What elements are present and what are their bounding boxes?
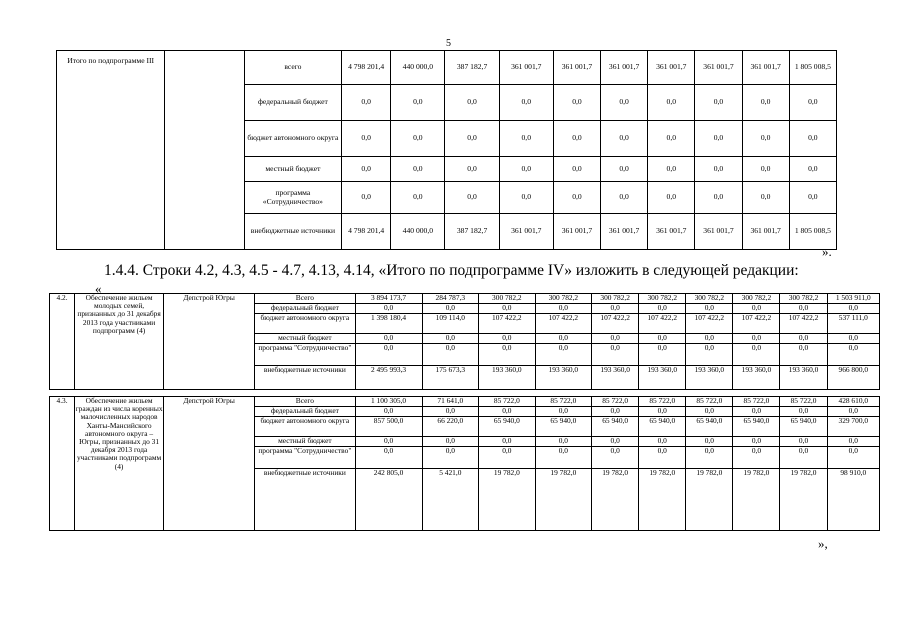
value-cell: 0,0	[639, 334, 686, 344]
value-cell: 85 722,0	[686, 397, 733, 407]
value-cell: 19 782,0	[686, 469, 733, 531]
value-cell: 0,0	[601, 85, 648, 121]
source-label: местный бюджет	[255, 334, 355, 344]
value-cell: 387 182,7	[445, 214, 499, 250]
value-cell: 440 000,0	[391, 51, 445, 85]
closing-quote: ».	[822, 244, 832, 259]
value-cell: 0,0	[479, 437, 536, 447]
value-cell: 361 001,7	[553, 214, 600, 250]
value-cell: 85 722,0	[479, 397, 536, 407]
value-cell: 0,0	[553, 157, 600, 182]
value-cell: 0,0	[780, 344, 827, 366]
value-cell: 0,0	[342, 85, 391, 121]
value-cell: 19 782,0	[639, 469, 686, 531]
value-cell: 0,0	[648, 182, 695, 214]
value-cell: 0,0	[342, 121, 391, 157]
value-cell: 0,0	[733, 437, 780, 447]
value-cell: 0,0	[422, 447, 479, 469]
value-cell: 0,0	[648, 121, 695, 157]
value-cell: 0,0	[695, 121, 742, 157]
value-cell: 0,0	[355, 344, 422, 366]
value-cell: 300 782,2	[686, 294, 733, 304]
value-cell: 361 001,7	[499, 51, 553, 85]
value-cell: 65 940,0	[780, 417, 827, 437]
row-4-3-table	[49, 396, 880, 531]
value-cell: 107 422,2	[686, 314, 733, 334]
value-cell: 0,0	[742, 182, 789, 214]
value-cell: 0,0	[499, 85, 553, 121]
value-cell: 0,0	[686, 447, 733, 469]
value-cell: 0,0	[499, 182, 553, 214]
value-cell: 0,0	[827, 334, 879, 344]
value-cell: 242 805,0	[355, 469, 422, 531]
source-label: бюджет автономного округа	[255, 417, 355, 437]
value-cell: 0,0	[445, 157, 499, 182]
value-cell: 0,0	[391, 85, 445, 121]
value-cell: 0,0	[479, 447, 536, 469]
value-cell: 85 722,0	[592, 397, 639, 407]
value-cell: 0,0	[391, 157, 445, 182]
value-cell: 0,0	[601, 121, 648, 157]
value-cell: 329 700,0	[827, 417, 879, 437]
value-cell: 440 000,0	[391, 214, 445, 250]
value-cell: 0,0	[780, 304, 827, 314]
value-cell: 0,0	[827, 447, 879, 469]
row-4-2-table	[49, 293, 880, 390]
value-cell: 5 421,0	[422, 469, 479, 531]
value-cell: 0,0	[355, 304, 422, 314]
value-cell: 1 805 008,5	[789, 51, 836, 85]
value-cell: 0,0	[535, 304, 592, 314]
value-cell: 107 422,2	[535, 314, 592, 334]
value-cell: 1 503 911,0	[827, 294, 879, 304]
value-cell: 0,0	[827, 344, 879, 366]
value-cell: 71 641,0	[422, 397, 479, 407]
value-cell: 361 001,7	[695, 214, 742, 250]
value-cell: 0,0	[355, 334, 422, 344]
value-cell: 0,0	[780, 334, 827, 344]
value-cell: 0,0	[827, 304, 879, 314]
value-cell: 193 360,0	[780, 366, 827, 390]
value-cell: 0,0	[601, 157, 648, 182]
value-cell: 0,0	[789, 157, 836, 182]
value-cell: 0,0	[686, 344, 733, 366]
value-cell: 3 894 173,7	[355, 294, 422, 304]
value-cell: 0,0	[535, 344, 592, 366]
page-number: 5	[446, 38, 451, 49]
value-cell: 109 114,0	[422, 314, 479, 334]
value-cell: 107 422,2	[780, 314, 827, 334]
value-cell: 0,0	[592, 334, 639, 344]
value-cell: 85 722,0	[733, 397, 780, 407]
value-cell: 361 001,7	[742, 51, 789, 85]
value-cell: 0,0	[742, 157, 789, 182]
value-cell: 0,0	[355, 447, 422, 469]
source-label: Всего	[255, 397, 355, 407]
value-cell: 65 940,0	[733, 417, 780, 437]
subprogram-3-total-table	[56, 50, 837, 250]
value-cell: 0,0	[535, 334, 592, 344]
source-label: программа "Сотрудничество"	[255, 344, 355, 366]
value-cell: 0,0	[342, 157, 391, 182]
value-cell: 0,0	[789, 85, 836, 121]
executor: Депстрой Югры	[164, 397, 255, 531]
value-cell: 0,0	[479, 334, 536, 344]
value-cell: 85 722,0	[780, 397, 827, 407]
value-cell: 361 001,7	[742, 214, 789, 250]
value-cell: 107 422,2	[733, 314, 780, 334]
opening-quote: «	[95, 281, 102, 296]
value-cell: 0,0	[592, 447, 639, 469]
value-cell: 85 722,0	[535, 397, 592, 407]
value-cell: 0,0	[592, 304, 639, 314]
value-cell: 193 360,0	[592, 366, 639, 390]
source-label: программа «Сотрудничество»	[244, 182, 341, 214]
value-cell: 361 001,7	[601, 51, 648, 85]
value-cell: 65 940,0	[535, 417, 592, 437]
value-cell: 0,0	[391, 182, 445, 214]
source-label: федеральный бюджет	[244, 85, 341, 121]
value-cell: 300 782,2	[733, 294, 780, 304]
source-label: местный бюджет	[244, 157, 341, 182]
executor-cell	[165, 51, 244, 250]
value-cell: 4 798 201,4	[342, 214, 391, 250]
section-heading: 1.4.4. Строки 4.2, 4.3, 4.5 - 4.7, 4.13, 4.14, «Итого по подпрограмме IV» изложить в следующей редакции:	[104, 262, 799, 279]
value-cell: 0,0	[445, 182, 499, 214]
value-cell: 0,0	[695, 85, 742, 121]
value-cell: 0,0	[733, 447, 780, 469]
value-cell: 300 782,2	[592, 294, 639, 304]
value-cell: 0,0	[733, 407, 780, 417]
value-cell: 19 782,0	[733, 469, 780, 531]
table-row	[50, 397, 880, 407]
value-cell: 19 782,0	[592, 469, 639, 531]
value-cell: 0,0	[648, 157, 695, 182]
value-cell: 1 100 305,0	[355, 397, 422, 407]
value-cell: 0,0	[391, 121, 445, 157]
measure-name: Обеспечение жильем граждан из числа коренных малочисленных народов Ханты-Мансийского автономного округа – Югры, признанных до 31 декабря 2013 года участниками подпрограмм (4)	[75, 397, 164, 531]
source-label: федеральный бюджет	[255, 407, 355, 417]
value-cell: 0,0	[355, 407, 422, 417]
value-cell: 0,0	[780, 447, 827, 469]
value-cell: 107 422,2	[479, 314, 536, 334]
value-cell: 361 001,7	[553, 51, 600, 85]
value-cell: 0,0	[639, 304, 686, 314]
value-cell: 361 001,7	[601, 214, 648, 250]
table-row	[57, 51, 837, 85]
value-cell: 0,0	[695, 182, 742, 214]
value-cell: 98 910,0	[827, 469, 879, 531]
value-cell: 0,0	[479, 407, 536, 417]
value-cell: 284 787,3	[422, 294, 479, 304]
value-cell: 0,0	[780, 407, 827, 417]
table-row	[50, 294, 880, 304]
value-cell: 966 800,0	[827, 366, 879, 390]
value-cell: 0,0	[695, 157, 742, 182]
value-cell: 0,0	[601, 182, 648, 214]
value-cell: 387 182,7	[445, 51, 499, 85]
value-cell: 0,0	[686, 437, 733, 447]
value-cell: 0,0	[553, 182, 600, 214]
value-cell: 537 111,0	[827, 314, 879, 334]
value-cell: 1 805 008,5	[789, 214, 836, 250]
source-label: программа "Сотрудничество"	[255, 447, 355, 469]
source-label: внебюджетные источники	[244, 214, 341, 250]
value-cell: 0,0	[592, 407, 639, 417]
value-cell: 0,0	[422, 407, 479, 417]
value-cell: 361 001,7	[499, 214, 553, 250]
value-cell: 300 782,2	[479, 294, 536, 304]
value-cell: 0,0	[355, 437, 422, 447]
row-number: 4.3.	[50, 397, 75, 531]
value-cell: 0,0	[535, 407, 592, 417]
value-cell: 0,0	[639, 437, 686, 447]
value-cell: 0,0	[733, 304, 780, 314]
value-cell: 0,0	[827, 437, 879, 447]
measure-name: Обеспечение жильем молодых семей, признанных до 31 декабря 2013 года участниками подпрограмм (4)	[75, 294, 164, 390]
value-cell: 0,0	[499, 157, 553, 182]
value-cell: 65 940,0	[592, 417, 639, 437]
value-cell: 0,0	[422, 437, 479, 447]
value-cell: 1 398 180,4	[355, 314, 422, 334]
value-cell: 0,0	[445, 85, 499, 121]
value-cell: 857 500,0	[355, 417, 422, 437]
value-cell: 0,0	[592, 344, 639, 366]
value-cell: 0,0	[592, 437, 639, 447]
value-cell: 193 360,0	[686, 366, 733, 390]
group-label: Итого по подпрограмме III	[57, 51, 165, 250]
value-cell: 0,0	[742, 121, 789, 157]
value-cell: 0,0	[686, 304, 733, 314]
value-cell: 0,0	[553, 121, 600, 157]
value-cell: 0,0	[827, 407, 879, 417]
value-cell: 65 940,0	[639, 417, 686, 437]
value-cell: 0,0	[479, 344, 536, 366]
value-cell: 0,0	[639, 447, 686, 469]
value-cell: 0,0	[733, 334, 780, 344]
value-cell: 107 422,2	[639, 314, 686, 334]
value-cell: 0,0	[742, 85, 789, 121]
value-cell: 0,0	[342, 182, 391, 214]
source-label: бюджет автономного округа	[255, 314, 355, 334]
value-cell: 0,0	[733, 344, 780, 366]
value-cell: 19 782,0	[535, 469, 592, 531]
value-cell: 19 782,0	[780, 469, 827, 531]
value-cell: 65 940,0	[479, 417, 536, 437]
value-cell: 0,0	[648, 85, 695, 121]
value-cell: 4 798 201,4	[342, 51, 391, 85]
value-cell: 0,0	[422, 344, 479, 366]
value-cell: 0,0	[422, 304, 479, 314]
value-cell: 193 360,0	[733, 366, 780, 390]
value-cell: 0,0	[780, 437, 827, 447]
value-cell: 0,0	[686, 334, 733, 344]
source-label: Всего	[255, 294, 355, 304]
value-cell: 361 001,7	[648, 51, 695, 85]
value-cell: 300 782,2	[535, 294, 592, 304]
source-label: внебюджетные источники	[255, 366, 355, 390]
value-cell: 0,0	[499, 121, 553, 157]
row-number: 4.2.	[50, 294, 75, 390]
value-cell: 428 610,0	[827, 397, 879, 407]
value-cell: 0,0	[535, 437, 592, 447]
closing-quote: »,	[818, 536, 828, 551]
value-cell: 0,0	[422, 334, 479, 344]
value-cell: 0,0	[479, 304, 536, 314]
source-label: бюджет автономного округа	[244, 121, 341, 157]
value-cell: 65 940,0	[686, 417, 733, 437]
value-cell: 193 360,0	[479, 366, 536, 390]
value-cell: 85 722,0	[639, 397, 686, 407]
value-cell: 361 001,7	[648, 214, 695, 250]
value-cell: 19 782,0	[479, 469, 536, 531]
value-cell: 0,0	[789, 182, 836, 214]
value-cell: 193 360,0	[639, 366, 686, 390]
value-cell: 0,0	[535, 447, 592, 469]
value-cell: 0,0	[445, 121, 499, 157]
value-cell: 66 220,0	[422, 417, 479, 437]
value-cell: 107 422,2	[592, 314, 639, 334]
source-label: местный бюджет	[255, 437, 355, 447]
executor: Депстрой Югры	[164, 294, 255, 390]
value-cell: 175 673,3	[422, 366, 479, 390]
value-cell: 300 782,2	[780, 294, 827, 304]
value-cell: 0,0	[686, 407, 733, 417]
value-cell: 0,0	[639, 407, 686, 417]
source-label: федеральный бюджет	[255, 304, 355, 314]
value-cell: 300 782,2	[639, 294, 686, 304]
value-cell: 0,0	[789, 121, 836, 157]
value-cell: 0,0	[553, 85, 600, 121]
value-cell: 2 495 993,3	[355, 366, 422, 390]
value-cell: 193 360,0	[535, 366, 592, 390]
source-label: внебюджетные источники	[255, 469, 355, 531]
value-cell: 0,0	[639, 344, 686, 366]
source-label: всего	[244, 51, 341, 85]
value-cell: 361 001,7	[695, 51, 742, 85]
